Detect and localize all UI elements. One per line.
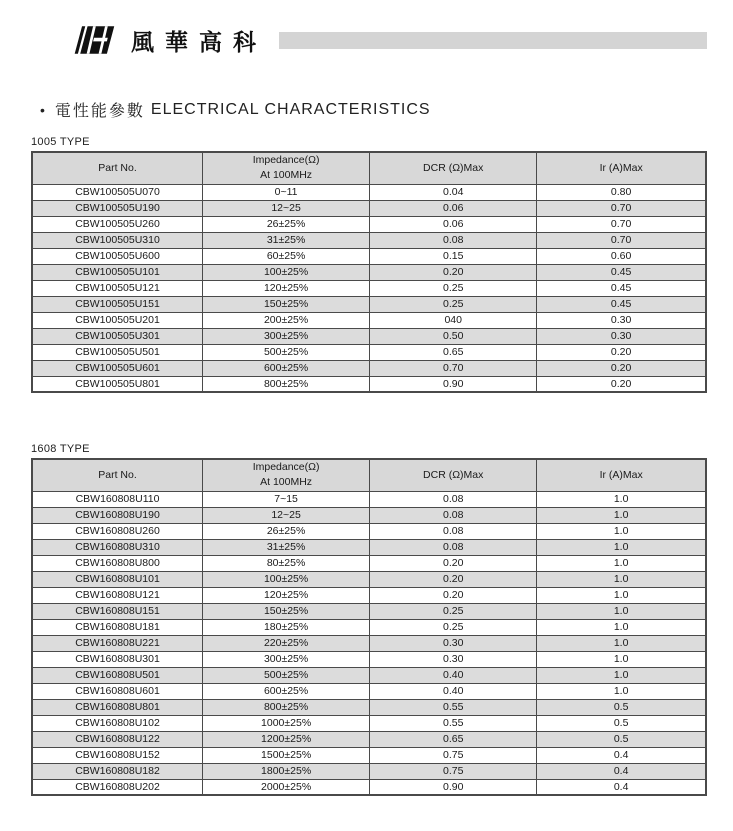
table-row [32, 667, 706, 683]
impedance-cell: 180±25% [203, 619, 370, 635]
table-row [32, 491, 706, 507]
dcr-cell: 0.20 [370, 555, 537, 571]
part-no-cell: CBW100505U151 [32, 296, 203, 312]
ir-cell: 1.0 [537, 507, 706, 523]
impedance-cell: 1000±25% [203, 715, 370, 731]
ir-cell: 0.5 [537, 699, 706, 715]
table-row [32, 328, 706, 344]
table-row [32, 280, 706, 296]
dcr-cell: 0.20 [370, 571, 537, 587]
ir-cell: 1.0 [537, 523, 706, 539]
impedance-header-line2: At 100MHz [260, 476, 313, 489]
table-row [32, 747, 706, 763]
spec-table-1608 [31, 458, 707, 796]
fenghua-logo-icon [71, 23, 117, 57]
table-row [32, 216, 706, 232]
part-no-cell: CBW160808U182 [32, 763, 203, 779]
dcr-cell: 0.06 [370, 200, 537, 216]
part-no-cell: CBW100505U201 [32, 312, 203, 328]
ir-cell: 0.20 [537, 360, 706, 376]
ir-cell: 0.5 [537, 731, 706, 747]
col-header-impedance [203, 152, 370, 184]
impedance-cell: 1800±25% [203, 763, 370, 779]
dcr-cell: 0.50 [370, 328, 537, 344]
part-no-cell: CBW100505U101 [32, 264, 203, 280]
col-header-part-no: Part No. [32, 459, 203, 491]
ir-cell: 1.0 [537, 635, 706, 651]
dcr-cell: 0.06 [370, 216, 537, 232]
part-no-cell: CBW160808U181 [32, 619, 203, 635]
ir-cell: 0.70 [537, 200, 706, 216]
section-title [31, 98, 707, 121]
dcr-cell: 0.25 [370, 603, 537, 619]
table-row [32, 344, 706, 360]
table-body-1005 [32, 184, 706, 392]
impedance-cell: 100±25% [203, 264, 370, 280]
table-header-row [32, 152, 706, 184]
dcr-cell: 0.25 [370, 619, 537, 635]
impedance-cell: 300±25% [203, 328, 370, 344]
ir-cell: 0.4 [537, 779, 706, 795]
dcr-cell: 0.08 [370, 491, 537, 507]
ir-cell: 1.0 [537, 603, 706, 619]
impedance-cell: 120±25% [203, 280, 370, 296]
part-no-cell: CBW160808U102 [32, 715, 203, 731]
table-row [32, 731, 706, 747]
part-no-cell: CBW100505U121 [32, 280, 203, 296]
brand-name: 風華高科 [131, 28, 267, 55]
impedance-cell: 12~25 [203, 507, 370, 523]
ir-cell: 0.60 [537, 248, 706, 264]
table-row [32, 360, 706, 376]
table-row [32, 312, 706, 328]
dcr-cell: 0.30 [370, 651, 537, 667]
part-no-cell: CBW160808U221 [32, 635, 203, 651]
impedance-cell: 26±25% [203, 523, 370, 539]
table-row [32, 248, 706, 264]
table-row [32, 779, 706, 795]
dcr-cell: 0.90 [370, 779, 537, 795]
ir-cell: 0.70 [537, 232, 706, 248]
impedance-cell: 800±25% [203, 376, 370, 392]
dcr-cell: 0.65 [370, 344, 537, 360]
impedance-cell: 0~11 [203, 184, 370, 200]
dcr-cell: 0.25 [370, 296, 537, 312]
part-no-cell: CBW100505U600 [32, 248, 203, 264]
dcr-cell: 0.55 [370, 699, 537, 715]
impedance-cell: 7~15 [203, 491, 370, 507]
col-header-ir: Ir (A)Max [537, 152, 706, 184]
table-row [32, 296, 706, 312]
impedance-cell: 300±25% [203, 651, 370, 667]
dcr-cell: 0.75 [370, 747, 537, 763]
type-label-1608: 1608 TYPE [31, 443, 90, 455]
dcr-cell: 0.08 [370, 232, 537, 248]
impedance-cell: 31±25% [203, 539, 370, 555]
part-no-cell: CBW160808U110 [32, 491, 203, 507]
table-row [32, 507, 706, 523]
table-row [32, 200, 706, 216]
part-no-cell: CBW100505U601 [32, 360, 203, 376]
table-row [32, 715, 706, 731]
part-no-cell: CBW160808U310 [32, 539, 203, 555]
dcr-cell: 0.08 [370, 523, 537, 539]
table-row [32, 571, 706, 587]
impedance-cell: 220±25% [203, 635, 370, 651]
dcr-cell: 0.65 [370, 731, 537, 747]
ir-cell: 1.0 [537, 555, 706, 571]
part-no-cell: CBW160808U121 [32, 587, 203, 603]
col-header-dcr: DCR (Ω)Max [370, 152, 537, 184]
impedance-cell: 200±25% [203, 312, 370, 328]
impedance-cell: 1500±25% [203, 747, 370, 763]
part-no-cell: CBW100505U190 [32, 200, 203, 216]
impedance-cell: 600±25% [203, 683, 370, 699]
table-row [32, 699, 706, 715]
ir-cell: 1.0 [537, 571, 706, 587]
type-label-1005: 1005 TYPE [31, 136, 90, 148]
col-header-dcr: DCR (Ω)Max [370, 459, 537, 491]
ir-cell: 1.0 [537, 587, 706, 603]
impedance-header-line1: Impedance(Ω) [252, 154, 320, 167]
brand-header [71, 22, 707, 58]
part-no-cell: CBW160808U151 [32, 603, 203, 619]
ir-cell: 1.0 [537, 539, 706, 555]
ir-cell: 1.0 [537, 667, 706, 683]
table-row [32, 619, 706, 635]
part-no-cell: CBW160808U800 [32, 555, 203, 571]
dcr-cell: 040 [370, 312, 537, 328]
table-row [32, 635, 706, 651]
dcr-cell: 0.25 [370, 280, 537, 296]
table-row [32, 184, 706, 200]
part-no-cell: CBW160808U152 [32, 747, 203, 763]
dcr-cell: 0.20 [370, 587, 537, 603]
section-title-cn: 電性能參數 [54, 103, 145, 120]
ir-cell: 0.45 [537, 296, 706, 312]
table-body-1608 [32, 491, 706, 795]
impedance-cell: 80±25% [203, 555, 370, 571]
ir-cell: 0.30 [537, 328, 706, 344]
col-header-impedance [203, 459, 370, 491]
impedance-cell: 600±25% [203, 360, 370, 376]
part-no-cell: CBW160808U202 [32, 779, 203, 795]
table-row [32, 264, 706, 280]
dcr-cell: 0.75 [370, 763, 537, 779]
impedance-cell: 2000±25% [203, 779, 370, 795]
col-header-part-no: Part No. [32, 152, 203, 184]
table-row [32, 232, 706, 248]
table-row [32, 603, 706, 619]
table-row [32, 683, 706, 699]
table-row [32, 539, 706, 555]
dcr-cell: 0.55 [370, 715, 537, 731]
ir-cell: 0.70 [537, 216, 706, 232]
ir-cell: 1.0 [537, 619, 706, 635]
part-no-cell: CBW100505U801 [32, 376, 203, 392]
impedance-cell: 12~25 [203, 200, 370, 216]
ir-cell: 0.30 [537, 312, 706, 328]
dcr-cell: 0.90 [370, 376, 537, 392]
dcr-cell: 0.40 [370, 683, 537, 699]
part-no-cell: CBW100505U070 [32, 184, 203, 200]
header-divider-bar [279, 32, 707, 49]
ir-cell: 0.45 [537, 264, 706, 280]
dcr-cell: 0.30 [370, 635, 537, 651]
part-no-cell: CBW160808U801 [32, 699, 203, 715]
dcr-cell: 0.15 [370, 248, 537, 264]
impedance-cell: 26±25% [203, 216, 370, 232]
dcr-cell: 0.40 [370, 667, 537, 683]
impedance-cell: 1200±25% [203, 731, 370, 747]
part-no-cell: CBW100505U301 [32, 328, 203, 344]
ir-cell: 1.0 [537, 683, 706, 699]
spec-table-1005 [31, 151, 707, 393]
ir-cell: 0.4 [537, 747, 706, 763]
part-no-cell: CBW100505U310 [32, 232, 203, 248]
ir-cell: 0.20 [537, 344, 706, 360]
bullet-icon: • [40, 101, 45, 118]
part-no-cell: CBW160808U301 [32, 651, 203, 667]
impedance-cell: 100±25% [203, 571, 370, 587]
table-header-row [32, 459, 706, 491]
dcr-cell: 0.20 [370, 264, 537, 280]
ir-cell: 0.4 [537, 763, 706, 779]
dcr-cell: 0.70 [370, 360, 537, 376]
part-no-cell: CBW160808U501 [32, 667, 203, 683]
impedance-cell: 500±25% [203, 344, 370, 360]
part-no-cell: CBW160808U601 [32, 683, 203, 699]
impedance-cell: 150±25% [203, 603, 370, 619]
table-row [32, 523, 706, 539]
table-row [32, 587, 706, 603]
table-row [32, 555, 706, 571]
part-no-cell: CBW100505U260 [32, 216, 203, 232]
part-no-cell: CBW160808U260 [32, 523, 203, 539]
table-row [32, 376, 706, 392]
ir-cell: 0.20 [537, 376, 706, 392]
dcr-cell: 0.08 [370, 507, 537, 523]
ir-cell: 0.45 [537, 280, 706, 296]
impedance-cell: 120±25% [203, 587, 370, 603]
impedance-cell: 800±25% [203, 699, 370, 715]
impedance-cell: 150±25% [203, 296, 370, 312]
ir-cell: 1.0 [537, 491, 706, 507]
impedance-cell: 31±25% [203, 232, 370, 248]
part-no-cell: CBW100505U501 [32, 344, 203, 360]
impedance-header-line2: At 100MHz [260, 169, 313, 182]
impedance-header-line1: Impedance(Ω) [252, 461, 320, 474]
section-title-en: ELECTRICAL CHARACTERISTICS [150, 100, 431, 118]
dcr-cell: 0.08 [370, 539, 537, 555]
impedance-cell: 60±25% [203, 248, 370, 264]
ir-cell: 0.80 [537, 184, 706, 200]
part-no-cell: CBW160808U122 [32, 731, 203, 747]
col-header-ir: Ir (A)Max [537, 459, 706, 491]
part-no-cell: CBW160808U101 [32, 571, 203, 587]
ir-cell: 0.5 [537, 715, 706, 731]
dcr-cell: 0.04 [370, 184, 537, 200]
table-row [32, 651, 706, 667]
part-no-cell: CBW160808U190 [32, 507, 203, 523]
impedance-cell: 500±25% [203, 667, 370, 683]
table-row [32, 763, 706, 779]
ir-cell: 1.0 [537, 651, 706, 667]
